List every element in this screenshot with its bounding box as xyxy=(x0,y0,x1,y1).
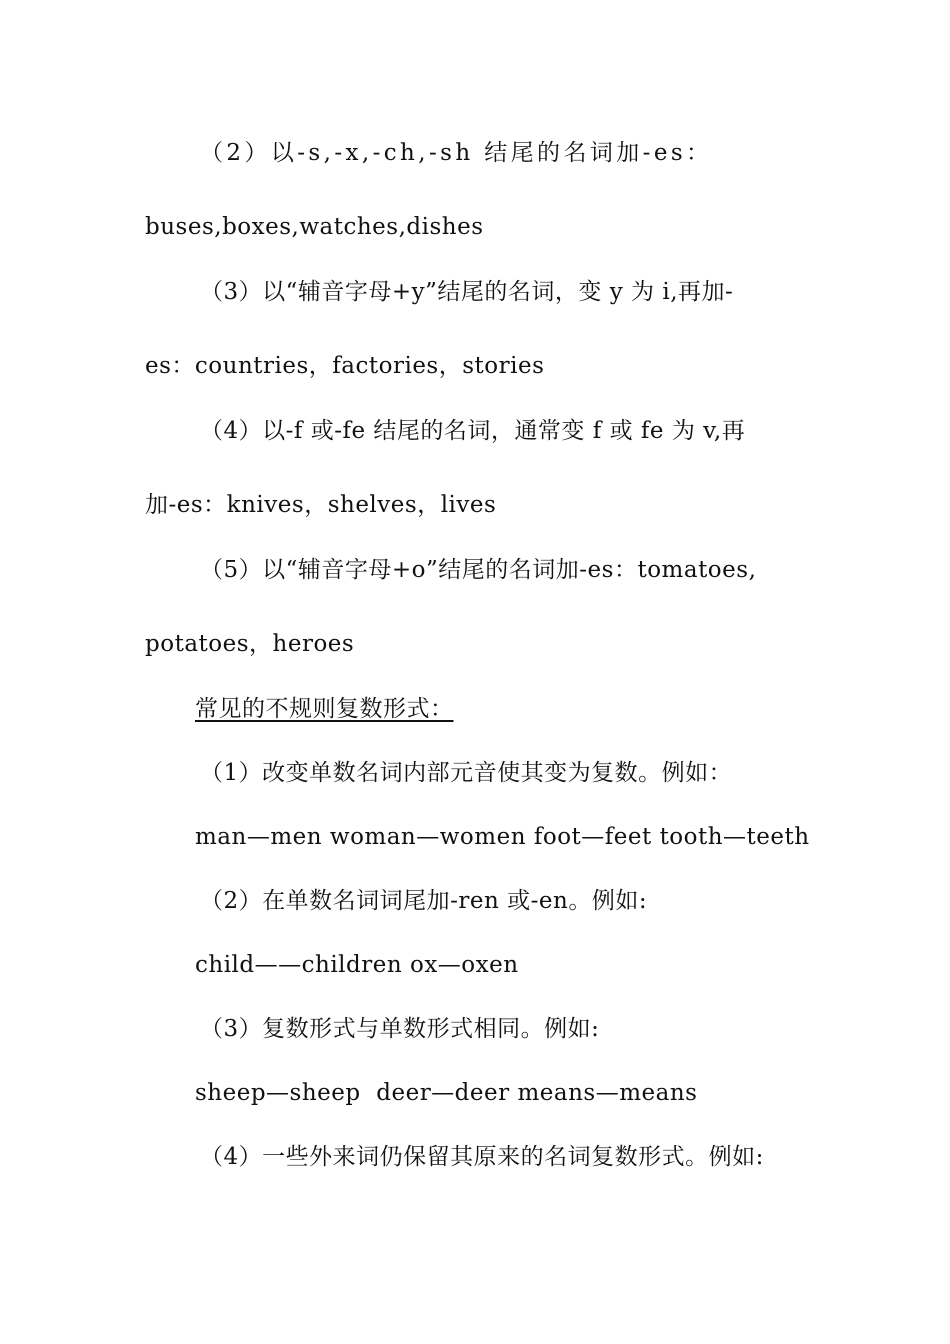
rule-2-heading: （2）以-s,-x,-ch,-sh 结尾的名词加-es： xyxy=(200,140,713,166)
irregular-rule-2: （2）在单数名词词尾加-ren 或-en。例如: xyxy=(200,888,648,914)
rule-3-examples: es：countries，factories，stories xyxy=(145,353,545,379)
irregular-rule-3: （3）复数形式与单数形式相同。例如: xyxy=(200,1016,600,1042)
irregular-rule-1: （1）改变单数名词内部元音使其变为复数。例如： xyxy=(200,760,733,786)
rule-4-examples: 加-es：knives，shelves，lives xyxy=(145,492,497,518)
rule-5-examples: potatoes，heroes xyxy=(145,631,355,657)
rule-5-heading: （5）以“辅音字母+o”结尾的名词加-es：tomatoes, xyxy=(200,557,757,583)
irregular-rule-4: （4）一些外来词仍保留其原来的名词复数形式。例如: xyxy=(200,1144,764,1170)
rule-4-heading: （4）以-f 或-fe 结尾的名词，通常变 f 或 fe 为 v,再 xyxy=(200,418,746,444)
irregular-plurals-title: 常见的不规则复数形式： xyxy=(195,696,454,722)
irregular-rule-3-examples: sheep—sheep deer—deer means—means xyxy=(195,1080,698,1106)
irregular-rule-1-examples: man—men woman—women foot—feet tooth—teeth xyxy=(195,824,810,850)
rule-2-examples: buses,boxes,watches,dishes xyxy=(145,214,484,240)
rule-3-heading: （3）以“辅音字母+y”结尾的名词，变 y 为 i,再加- xyxy=(200,279,734,305)
irregular-rule-2-examples: child——children ox—oxen xyxy=(195,952,519,978)
